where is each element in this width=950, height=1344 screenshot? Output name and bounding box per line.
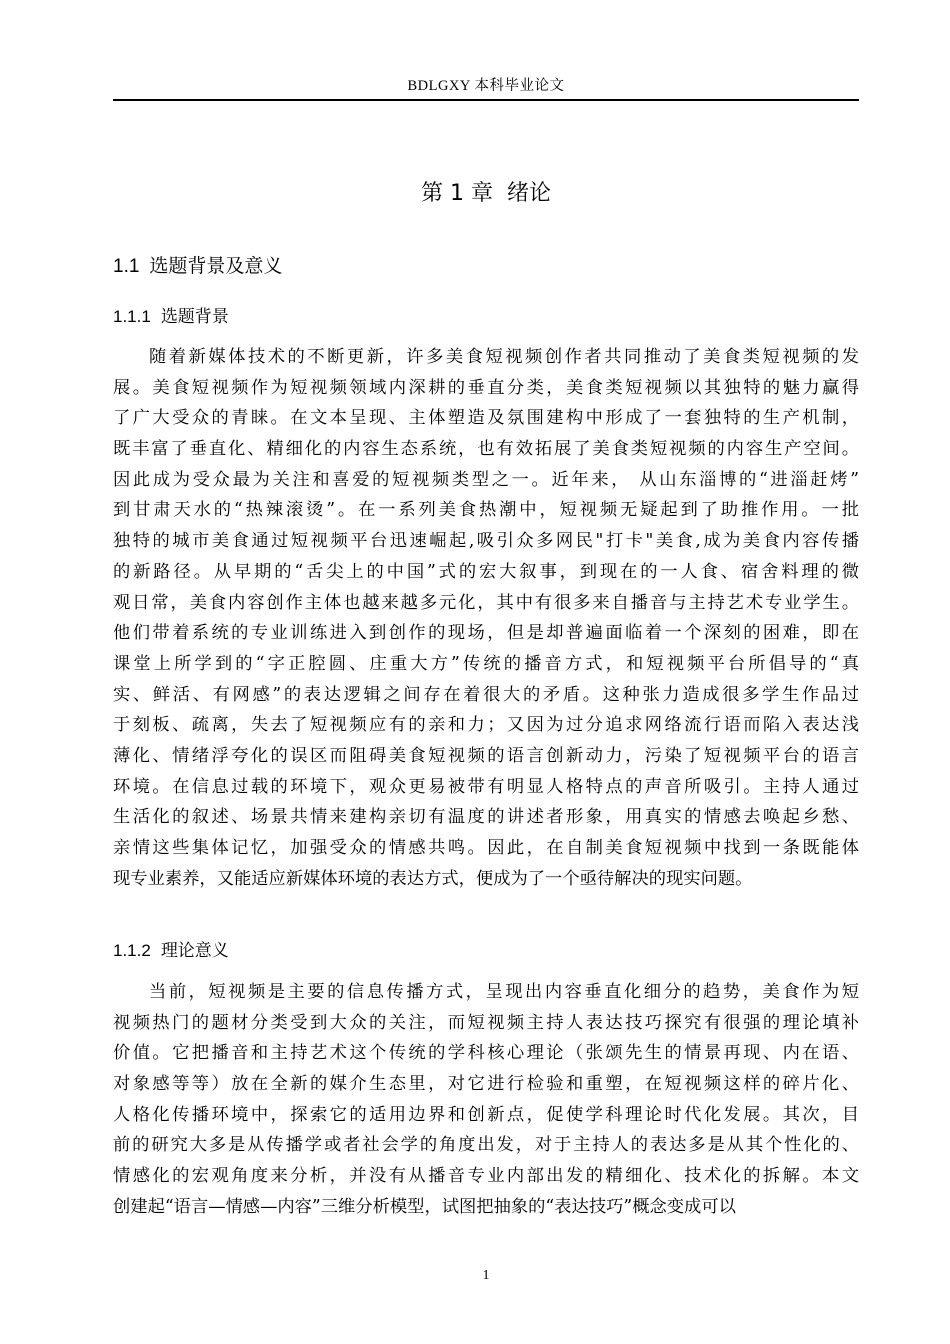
paragraph-line: 创建起“语言—情感—内容”三维分析模型，试图把抽象的“表达技巧”概念变成可以 [113, 1196, 736, 1217]
subsection-heading-1-1-1 [113, 305, 229, 329]
paragraph-line: 当前，短视频是主要的信息传播方式，呈现出内容垂直化细分的趋势，美食作为短 [149, 982, 859, 1002]
paragraph-line: 于刻板、疏离，失去了短视频应有的亲和力；又因为过分追求网络流行语而陷入表达浅 [113, 715, 859, 736]
body-paragraph-background [113, 342, 859, 894]
paragraph-line: 观日常，美食内容创作主体也越来越多元化，其中有很多来自播音与主持艺术专业学生。 [113, 592, 859, 613]
paragraph-line: 环境。在信息过载的环境下，观众更易被带有明显人格特点的声音所吸引。主持人通过 [113, 776, 859, 797]
paragraph-line: 他们带着系统的专业训练进入到创作的现场，但是却普遍面临着一个深刻的困难，即在 [113, 623, 859, 644]
paragraph-line: 展。美食短视频作为短视频领域内深耕的垂直分类，美食类短视频以其独特的魅力赢得 [113, 377, 859, 398]
paragraph-line: 随着新媒体技术的不断更新，许多美食短视频创作者共同推动了美食类短视频的发 [149, 347, 859, 367]
header-rule [113, 99, 859, 101]
section-number: 1.1 [113, 256, 140, 277]
chapter-title [113, 178, 859, 210]
section-heading-1-1 [113, 252, 282, 281]
paragraph-line: 生活化的叙述、场景共情来建构亲切有温度的讲述者形象，用真实的情感去唤起乡愁、 [113, 807, 859, 828]
paragraph-line: 因此成为受众最为关注和喜爱的短视频类型之一。近年来， 从山东淄博的“进淄赶烤” [113, 469, 859, 490]
subsection-title: 理论意义 [160, 941, 229, 961]
paragraph-line: 课堂上所学到的“字正腔圆、庄重大方”传统的播音方式，和短视频平台所倡导的“真 [113, 653, 859, 674]
paragraph-line: 情感化的宏观角度来分析，并没有从播音专业内部出发的精细化、技术化的拆解。本文 [113, 1166, 859, 1187]
paragraph-line: 人格化传播环境中，探索它的适用边界和创新点，促使学科理论时代化发展。其次，目 [113, 1104, 859, 1125]
chapter-title-text: 绪论 [506, 181, 551, 206]
section-title: 选题背景及意义 [149, 255, 283, 277]
paragraph-line: 实、鲜活、有网感”的表达逻辑之间存在着很大的矛盾。这种张力造成很多学生作品过 [113, 684, 859, 705]
subsection-number: 1.1.1 [113, 307, 151, 326]
paragraph-line: 了广大受众的青睐。在文本呈现、主体塑造及氛围建构中形成了一套独特的生产机制， [113, 408, 859, 429]
paragraph-line: 既丰富了垂直化、精细化的内容生态系统，也有效拓展了美食类短视频的内容生产空间。 [113, 439, 859, 460]
chapter-number: 第 1 章 [421, 181, 493, 206]
paragraph-line: 到甘肃天水的“热辣滚烫”。在一系列美食热潮中，短视频无疑起到了助推作用。一批 [113, 500, 859, 521]
subsection-title: 选题背景 [160, 307, 229, 327]
running-header: BDLGXY 本科毕业论文 [407, 78, 565, 94]
paragraph-line: 对象感等等）放在全新的媒介生态里，对它进行检验和重塑，在短视频这样的碎片化、 [113, 1074, 859, 1095]
paragraph-line: 价值。它把播音和主持艺术这个传统的学科核心理论（张颂先生的情景再现、内在语、 [113, 1043, 859, 1064]
paragraph-line: 亲情这些集体记忆，加强受众的情感共鸣。因此，在自制美食短视频中找到一条既能体 [113, 838, 859, 858]
subsection-heading-1-1-2 [113, 939, 229, 963]
paragraph-line: 视频热门的题材分类受到大众的关注，而短视频主持人表达技巧探究有很强的理论填补 [113, 1012, 859, 1033]
body-paragraph-theory [113, 977, 859, 1223]
paragraph-line: 现专业素养，又能适应新媒体环境的表达方式，便成为了一个亟待解决的现实问题。 [113, 868, 753, 889]
paragraph-line: 前的研究大多是从传播学或者社会学的角度出发，对于主持人的表达多是从其个性化的、 [113, 1135, 859, 1156]
paragraph-line: 独特的城市美食通过短视频平台迅速崛起,吸引众多网民"打卡"美食,成为美食内容传播 [113, 531, 859, 552]
paragraph-line: 薄化、情绪浮夸化的误区而阻碍美食短视频的语言创新动力，污染了短视频平台的语言 [113, 745, 859, 766]
subsection-number: 1.1.2 [113, 941, 151, 960]
paragraph-line: 的新路径。从早期的“舌尖上的中国”式的宏大叙事，到现在的一人食、宿舍料理的微 [113, 561, 859, 582]
page-number: 1 [482, 1268, 490, 1283]
